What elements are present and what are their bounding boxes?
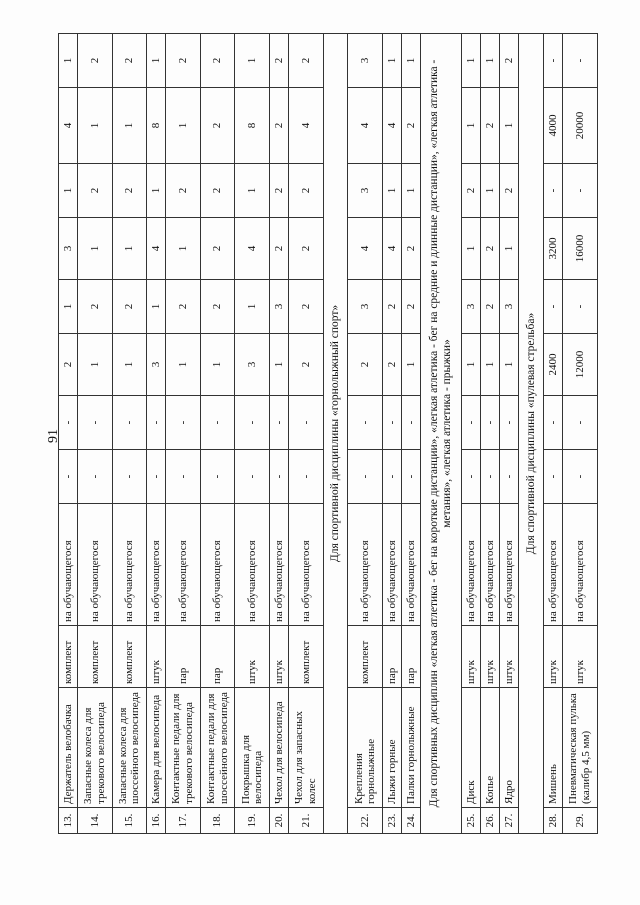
value-cell: 1	[500, 218, 519, 280]
value-cell: -	[348, 450, 383, 504]
condition-cell: на обучающегося	[59, 504, 78, 626]
value-cell: 8	[147, 88, 166, 164]
condition-cell: на обучающегося	[112, 504, 147, 626]
value-cell: 1	[462, 334, 481, 396]
value-cell: 2	[59, 334, 78, 396]
unit-cell: штук	[147, 626, 166, 688]
unit-cell: штук	[563, 626, 598, 688]
value-cell: -	[563, 280, 598, 334]
value-cell: 2	[481, 88, 500, 164]
value-cell: 1	[402, 334, 421, 396]
row-number: 20.	[270, 808, 289, 834]
table-row	[481, 34, 500, 834]
value-cell: 2	[289, 280, 324, 334]
table-row	[147, 34, 166, 834]
unit-cell: штук	[481, 626, 500, 688]
table-row	[544, 34, 563, 834]
value-cell: -	[270, 396, 289, 450]
condition-cell: на обучающегося	[166, 504, 201, 626]
value-cell: 2	[112, 164, 147, 218]
value-cell: 1	[500, 88, 519, 164]
value-cell: 1	[78, 334, 113, 396]
value-cell: -	[235, 396, 270, 450]
table-row	[462, 34, 481, 834]
value-cell: 16000	[563, 218, 598, 280]
value-cell: 2	[382, 280, 401, 334]
table-row	[78, 34, 113, 834]
value-cell: 3	[348, 164, 383, 218]
condition-cell: на обучающегося	[147, 504, 166, 626]
value-cell: 4	[382, 218, 401, 280]
value-cell: 1	[235, 280, 270, 334]
condition-cell: на обучающегося	[348, 504, 383, 626]
value-cell: 8	[235, 88, 270, 164]
value-cell: 2	[500, 164, 519, 218]
value-cell: 1	[200, 334, 235, 396]
item-name: Мишень	[544, 688, 563, 808]
value-cell: 1	[112, 218, 147, 280]
row-number: 27.	[500, 808, 519, 834]
value-cell: 2	[78, 280, 113, 334]
page-number: 91	[46, 429, 61, 443]
value-cell: -	[382, 396, 401, 450]
value-cell: -	[402, 450, 421, 504]
table-row	[402, 34, 421, 834]
value-cell: -	[500, 396, 519, 450]
section-heading: Для спортивной дисциплины «пулевая стрельба»	[519, 34, 544, 834]
value-cell: -	[78, 450, 113, 504]
unit-cell: комплект	[78, 626, 113, 688]
value-cell: 2400	[544, 334, 563, 396]
value-cell: -	[289, 396, 324, 450]
value-cell: 1	[166, 334, 201, 396]
item-name: Лыжи горные	[382, 688, 401, 808]
value-cell: 4	[235, 218, 270, 280]
value-cell: 1	[147, 34, 166, 88]
unit-cell: штук	[235, 626, 270, 688]
row-number: 22.	[348, 808, 383, 834]
value-cell: 2	[78, 164, 113, 218]
value-cell: -	[348, 396, 383, 450]
row-number: 26.	[481, 808, 500, 834]
value-cell: 2	[402, 88, 421, 164]
value-cell: 2	[500, 34, 519, 88]
value-cell: 2	[112, 34, 147, 88]
value-cell: 3	[147, 334, 166, 396]
value-cell: 1	[166, 88, 201, 164]
value-cell: 3	[348, 34, 383, 88]
row-number: 15.	[112, 808, 147, 834]
unit-cell: штук	[544, 626, 563, 688]
item-name: Запасные колеса для трекового велосипеда	[78, 688, 113, 808]
value-cell: 1	[59, 164, 78, 218]
row-number: 28.	[544, 808, 563, 834]
value-cell: 2	[200, 164, 235, 218]
value-cell: 4	[147, 218, 166, 280]
value-cell: 1	[59, 34, 78, 88]
condition-cell: на обучающегося	[382, 504, 401, 626]
item-name: Копье	[481, 688, 500, 808]
item-name: Ядро	[500, 688, 519, 808]
unit-cell: пар	[200, 626, 235, 688]
value-cell: 4	[289, 88, 324, 164]
value-cell: 1	[402, 34, 421, 88]
value-cell: -	[481, 450, 500, 504]
item-name: Диск	[462, 688, 481, 808]
value-cell: 2	[270, 218, 289, 280]
row-number: 17.	[166, 808, 201, 834]
item-name: Крепления горнолыжные	[348, 688, 383, 808]
value-cell: 1	[235, 34, 270, 88]
row-number: 24.	[402, 808, 421, 834]
condition-cell: на обучающегося	[289, 504, 324, 626]
condition-cell: на обучающегося	[544, 504, 563, 626]
value-cell: 1	[78, 218, 113, 280]
value-cell: -	[544, 280, 563, 334]
value-cell: 2	[348, 334, 383, 396]
value-cell: 1	[235, 164, 270, 218]
table-row	[382, 34, 401, 834]
value-cell: -	[200, 396, 235, 450]
unit-cell: комплект	[348, 626, 383, 688]
unit-cell: комплект	[112, 626, 147, 688]
value-cell: -	[563, 450, 598, 504]
condition-cell: на обучающегося	[462, 504, 481, 626]
value-cell: -	[544, 396, 563, 450]
row-number: 14.	[78, 808, 113, 834]
unit-cell: пар	[402, 626, 421, 688]
value-cell: 1	[382, 164, 401, 218]
value-cell: 1	[382, 34, 401, 88]
table-row	[166, 34, 201, 834]
value-cell: 3	[462, 280, 481, 334]
value-cell: 2	[402, 218, 421, 280]
value-cell: -	[462, 396, 481, 450]
value-cell: 4	[59, 88, 78, 164]
value-cell: 4	[348, 88, 383, 164]
row-number: 21.	[289, 808, 324, 834]
value-cell: 2	[166, 280, 201, 334]
value-cell: -	[544, 450, 563, 504]
value-cell: 3	[59, 218, 78, 280]
equipment-table-wrapper	[58, 34, 598, 834]
condition-cell: на обучающегося	[500, 504, 519, 626]
table-row	[59, 34, 78, 834]
value-cell: 1	[402, 164, 421, 218]
condition-cell: на обучающегося	[200, 504, 235, 626]
table-row	[235, 34, 270, 834]
row-number: 16.	[147, 808, 166, 834]
item-name: Чехол для запасных колес	[289, 688, 324, 808]
value-cell: 2	[289, 334, 324, 396]
condition-cell: на обучающегося	[78, 504, 113, 626]
value-cell: 2	[462, 164, 481, 218]
table-row	[563, 34, 598, 834]
value-cell: -	[59, 450, 78, 504]
value-cell: -	[166, 450, 201, 504]
value-cell: -	[270, 450, 289, 504]
value-cell: 1	[462, 218, 481, 280]
value-cell: -	[544, 164, 563, 218]
value-cell: -	[112, 450, 147, 504]
table-row	[289, 34, 324, 834]
value-cell: 2	[270, 164, 289, 218]
value-cell: 2	[270, 88, 289, 164]
value-cell: -	[59, 396, 78, 450]
condition-cell: на обучающегося	[481, 504, 500, 626]
value-cell: 1	[112, 334, 147, 396]
item-name: Пневматическая пулька (калибр 4,5 мм)	[563, 688, 598, 808]
value-cell: -	[235, 450, 270, 504]
table-row	[348, 34, 383, 834]
value-cell: 1	[481, 334, 500, 396]
value-cell: -	[147, 396, 166, 450]
item-name: Камера для велосипеда	[147, 688, 166, 808]
unit-cell: штук	[462, 626, 481, 688]
table-row	[500, 34, 519, 834]
value-cell: 3	[235, 334, 270, 396]
value-cell: 2	[78, 34, 113, 88]
value-cell: -	[563, 396, 598, 450]
unit-cell: комплект	[59, 626, 78, 688]
row-number: 19.	[235, 808, 270, 834]
value-cell: 1	[500, 334, 519, 396]
value-cell: -	[402, 396, 421, 450]
value-cell: 4	[348, 218, 383, 280]
value-cell: 2	[112, 280, 147, 334]
condition-cell: на обучающегося	[563, 504, 598, 626]
value-cell: 1	[481, 164, 500, 218]
item-name: Контактные педали для трекового велосипеда	[166, 688, 201, 808]
value-cell: -	[166, 396, 201, 450]
value-cell: -	[481, 396, 500, 450]
value-cell: 4000	[544, 88, 563, 164]
value-cell: -	[563, 164, 598, 218]
value-cell: 2	[382, 334, 401, 396]
equipment-table	[58, 33, 598, 834]
value-cell: 1	[462, 34, 481, 88]
row-number: 18.	[200, 808, 235, 834]
value-cell: -	[147, 450, 166, 504]
value-cell: 2	[200, 280, 235, 334]
item-name: Покрышка для велосипеда	[235, 688, 270, 808]
section-heading: Для спортивных дисциплин «легкая атлетика - бег на короткие дистанции», «легкая атлетика - бег на средние и длинные дистанции», «легкая атлетика - метания», «легкая атлетика - прыжки»	[421, 34, 462, 834]
value-cell: 2	[402, 280, 421, 334]
value-cell: 2	[289, 164, 324, 218]
value-cell: 2	[200, 88, 235, 164]
row-number: 25.	[462, 808, 481, 834]
value-cell: 12000	[563, 334, 598, 396]
row-number: 29.	[563, 808, 598, 834]
unit-cell: пар	[382, 626, 401, 688]
value-cell: 2	[481, 218, 500, 280]
table-section-row	[421, 34, 462, 834]
value-cell: -	[500, 450, 519, 504]
value-cell: 3200	[544, 218, 563, 280]
value-cell: -	[289, 450, 324, 504]
row-number: 13.	[59, 808, 78, 834]
item-name: Запасные колеса для шоссейного велосипеда	[112, 688, 147, 808]
item-name: Держатель велобачка	[59, 688, 78, 808]
value-cell: 1	[147, 164, 166, 218]
table-row	[112, 34, 147, 834]
row-number: 23.	[382, 808, 401, 834]
value-cell: 1	[112, 88, 147, 164]
table-body	[59, 34, 598, 834]
table-section-row	[519, 34, 544, 834]
value-cell: -	[112, 396, 147, 450]
value-cell: 2	[200, 34, 235, 88]
value-cell: -	[563, 34, 598, 88]
value-cell: 2	[481, 280, 500, 334]
condition-cell: на обучающегося	[270, 504, 289, 626]
value-cell: -	[544, 34, 563, 88]
condition-cell: на обучающегося	[235, 504, 270, 626]
table-section-row	[323, 34, 348, 834]
section-heading: Для спортивной дисциплины «горнолыжный спорт»	[323, 34, 348, 834]
unit-cell: штук	[500, 626, 519, 688]
value-cell: 1	[166, 218, 201, 280]
value-cell: 3	[270, 280, 289, 334]
value-cell: -	[462, 450, 481, 504]
value-cell: -	[200, 450, 235, 504]
value-cell: 4	[382, 88, 401, 164]
value-cell: 2	[270, 34, 289, 88]
unit-cell: пар	[166, 626, 201, 688]
value-cell: 1	[462, 88, 481, 164]
value-cell: 3	[500, 280, 519, 334]
value-cell: 2	[289, 218, 324, 280]
value-cell: 2	[166, 164, 201, 218]
value-cell: 1	[270, 334, 289, 396]
unit-cell: штук	[270, 626, 289, 688]
item-name: Чехол для велосипеда	[270, 688, 289, 808]
value-cell: 1	[147, 280, 166, 334]
value-cell: 20000	[563, 88, 598, 164]
condition-cell: на обучающегося	[402, 504, 421, 626]
item-name: Палки горнолыжные	[402, 688, 421, 808]
unit-cell: комплект	[289, 626, 324, 688]
table-row	[270, 34, 289, 834]
value-cell: 1	[481, 34, 500, 88]
value-cell: 2	[200, 218, 235, 280]
value-cell: -	[382, 450, 401, 504]
value-cell: 2	[289, 34, 324, 88]
value-cell: -	[78, 396, 113, 450]
item-name: Контактные педали для шоссейного велосипеда	[200, 688, 235, 808]
value-cell: 2	[166, 34, 201, 88]
table-row	[200, 34, 235, 834]
value-cell: 1	[59, 280, 78, 334]
value-cell: 1	[78, 88, 113, 164]
value-cell: 3	[348, 280, 383, 334]
